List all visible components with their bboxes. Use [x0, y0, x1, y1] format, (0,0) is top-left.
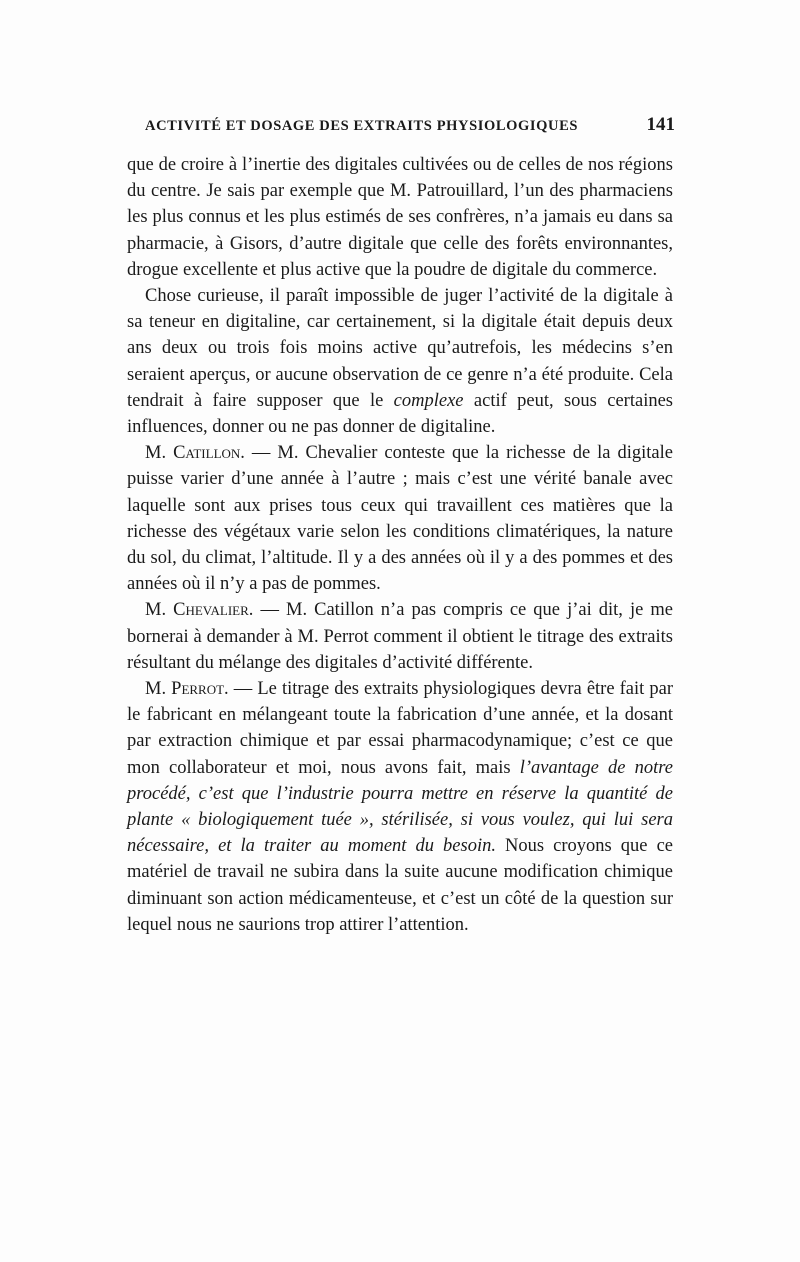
- emphasis-passage: l’avantage de notre procédé, c’est que l’industrie pourra mettre en réserve la quantité de plante « biologiquement tuée », stérilisée, si vous voulez, qui lui sera nécessaire, et la traiter au moment du besoin.: [127, 757, 673, 857]
- paragraph-1: que de croire à l’inertie des digitales cultivées ou de celles de nos régions du centre. Je sais par exemple que M. Patrouillard, l’un des pharmaciens les plus connus et les plus estimés de ses confrères, n’a jamais eu dans sa pharmacie, à Gisors, d’autre digitale que celle des forêts environnantes, drogue excellente et plus active que la poudre de digitale du commerce.: [127, 155, 673, 280]
- paragraph-5-text-end: Nous croyons que ce matériel de travail ne subira dans la suite aucune modification chimique diminuant son action médicamenteuse, et c’est un côté de la question sur lequel nous ne saurions trop attirer l’attention.: [127, 836, 673, 935]
- paragraph-5-text: — Le titrage des extraits physiologiques devra être fait par le fabricant en mélangeant toute la fabrication d’une année, et la dosant par extraction chimique et par essai pharmacodynamique; c’est ce que mon collaborateur et moi, nous avons fait, mais: [127, 679, 673, 778]
- emphasis-complexe: complexe: [393, 390, 464, 411]
- paragraph-5: [127, 676, 673, 938]
- speaker-chevalier: M. Chevalier.: [145, 600, 254, 621]
- paragraph-4: [127, 597, 673, 676]
- paragraph-4-text: — M. Catillon n’a pas compris ce que j’ai dit, je me bornerai à demander à M. Perrot comment il obtient le titrage des extraits résultant du mélange des digitales d’activité différente.: [127, 600, 673, 673]
- paragraph-2-text-end: actif peut, sous certaines influences, donner ou ne pas donner de digitaline.: [127, 390, 673, 438]
- paragraph-2: [127, 283, 673, 440]
- speaker-catillon: M. Catillon.: [145, 443, 245, 464]
- running-head-title: ACTIVITÉ ET DOSAGE DES EXTRAITS PHYSIOLOGIQUES: [145, 118, 579, 134]
- paragraph-2-text: Chose curieuse, il paraît impossible de juger l’activité de la digitale à sa teneur en digitaline, car certainement, si la digitale était depuis deux ans deux ou trois fois moins active qu’autrefois, les médecins s’en seraient aperçus, or aucune observation de ce genre n’a été produite. Cela tendrait à faire supposer que le: [127, 286, 673, 411]
- speaker-perrot: M. Perrot.: [145, 679, 229, 700]
- paragraph-3: [127, 440, 673, 597]
- body-text: [127, 152, 673, 938]
- page-number: 141: [646, 114, 675, 135]
- running-head: [145, 114, 675, 138]
- paragraph-3-text: — M. Chevalier conteste que la richesse de la digitale puisse varier d’une année à l’autre ; mais c’est une vérité banale avec laquelle sont aux prises tous ceux qui travaillent ces matières que la richesse des végétaux varie selon les conditions climatériques, la nature du sol, du climat, l’altitude. Il y a des années où il y a des pommes et des années où il n’y a pas de pommes.: [127, 443, 673, 595]
